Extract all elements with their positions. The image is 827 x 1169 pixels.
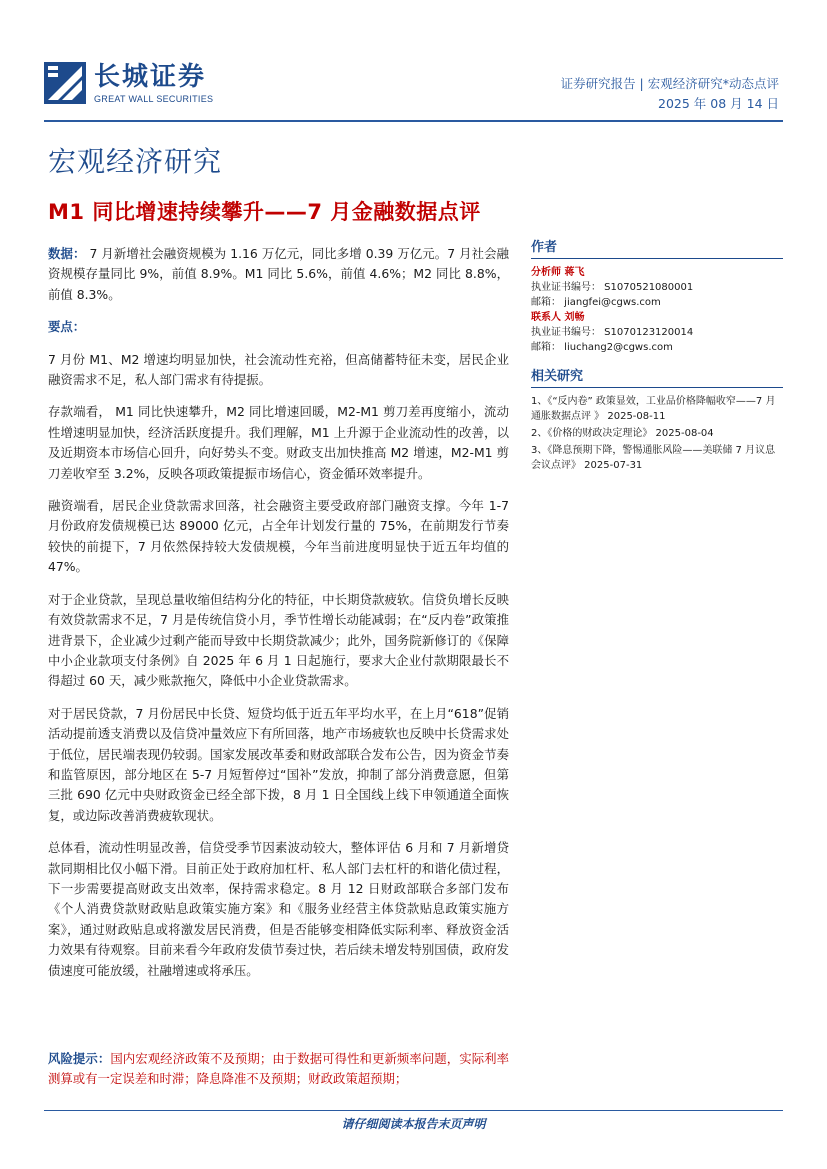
risk-warning bbox=[48, 1049, 509, 1090]
body-paragraph: 对于居民贷款，7 月份居民中长贷、短贷均低于近五年平均水平，在上月“618”促销活动提前透支消费以及信贷冲量效应下有所回落，地产市场疲软也反映中长贷需求处于低位，居民端表现仍较弱。国家发展改革委和财政部联合发布公告，因为资金节奏和监管原因，部分地区在 5-7 月短暂停过“国补”发放，抑制了部分消费意愿，但第三批 690 亿元中央财政资金已经全部下拨，8 月 1 日全国线上线下申领通道全面恢复，或边际改善消费疲软现状。 bbox=[48, 705, 509, 823]
author-email[interactable]: 邮箱： liuchang2@cgws.com bbox=[531, 342, 673, 353]
report-date: 2025 年 08 月 14 日 bbox=[658, 96, 779, 111]
section-title: 宏观经济研究 bbox=[48, 145, 223, 178]
author-block bbox=[531, 265, 783, 310]
key-points-heading: 要点： bbox=[48, 319, 86, 335]
body-paragraph: 总体看，流动性明显改善，信贷受季节因素波动较大，整体评估 6 月和 7 月新增贷款同期相比仅小幅下滑。目前正处于政府加杠杆、私人部门去杠杆的和谐化债过程，下一步需要提高财政支出效率，保持需求稳定。8 月 12 日财政部联合多部门发布《个人消费贷款财政贴息政策实施方案》和《服务业经营主体贷款贴息政策实施方案》，通过财政贴息或将激发居民消费，但是否能够变相降低实际利率、释放资金活力效果有待观察。目前来看今年政府发债节奏过快，若后续未增发特别国债，政府发债速度可能放缓，社融增速或将承压。 bbox=[48, 840, 509, 978]
report-title: M1 同比增速持续攀升——7 月金融数据点评 bbox=[48, 200, 481, 224]
footer-disclaimer: 请仔细阅读本报告末页声明 bbox=[44, 1110, 783, 1132]
logo-chinese-name: 长城证券 bbox=[94, 62, 207, 92]
body-paragraph: 存款端看， M1 同比快速攀升，M2 同比增速回暖，M2-M1 剪刀差再度缩小，流动性增速明显加快，经济活跃度提升。我们理解，M1 上升源于企业流动性的改善，以及近期资本市场信心回升，向好势头不变。财政支出加快推高 M2 增速，M2-M1 剪刀差收窄至 3.2%，反映各项政策提振市场信心，资金循环效率提升。 bbox=[48, 404, 509, 481]
related-research-heading: 相关研究 bbox=[531, 369, 783, 388]
body-paragraph: 7 月份 M1、M2 增速均明显加快，社会流动性充裕，但高储蓄特征未变，居民企业融资需求不足，私人部门需求有待提振。 bbox=[48, 351, 509, 388]
body-paragraph: 融资端看，居民企业贷款需求回落，社会融资主要受政府部门融资支撑。今年 1-7 月份政府发债规模已达 89000 亿元，占全年计划发行量的 75%，在前期发行节奏较快的前提下，7 月依然保持较大发债规模，今年当前进度明显快于近五年均值的 47%。 bbox=[48, 498, 509, 575]
author-cert: 执业证书编号： S1070521080001 bbox=[531, 282, 694, 293]
related-research-item[interactable]: 1、《“反内卷” 政策显效，工业品价格降幅收窄——7 月通胀数据点评 》 2025-08-11 bbox=[531, 396, 776, 422]
author-name: 分析师 蒋飞 bbox=[531, 267, 585, 278]
body-paragraph: 对于企业贷款，呈现总量收缩但结构分化的特征，中长期贷款疲软。信贷负增长反映有效贷款需求不足，7 月是传统信贷小月，季节性增长动能减弱；在“反内卷”政策推进背景下，企业减少过剩产能而导致中长期贷款减少；此外，国务院新修订的《保障中小企业款项支付条例》自 2025 年 6 月 1 日起施行，要求大企业付款期限最长不得超过 60 天，减少账款拖欠，降低中小企业贷款需求。 bbox=[48, 591, 509, 689]
data-text: 7 月新增社会融资规模为 1.16 万亿元，同比多增 0.39 万亿元。7 月社会融资规模存量同比 9%，前值 8.9%。M1 同比 5.6%，前值 4.6%；M2 同比 8.8%，前值 8.3%。 bbox=[48, 246, 509, 302]
risk-text: 国内宏观经济政策不及预期；由于数据可得性和更新频率问题，实际利率测算或有一定误差和时滞；降息降准不及预期；财政政策超预期； bbox=[48, 1051, 510, 1087]
author-cert: 执业证书编号： S1070123120014 bbox=[531, 327, 694, 338]
author-name: 联系人 刘畅 bbox=[531, 312, 585, 323]
great-wall-logo-icon bbox=[44, 62, 86, 104]
related-research-item[interactable]: 3、《降息预期下降，警惕通胀风险——美联储 7 月议息会议点评》 2025-07-31 bbox=[531, 445, 776, 471]
logo-english-name: GREAT WALL SECURITIES bbox=[94, 94, 214, 104]
authors-heading: 作者 bbox=[531, 240, 783, 259]
sidebar bbox=[531, 240, 783, 475]
risk-label: 风险提示： bbox=[48, 1051, 111, 1066]
data-paragraph bbox=[48, 244, 509, 305]
related-research-item[interactable]: 2、《价格的财政决定理论》 2025-08-04 bbox=[531, 428, 714, 439]
company-logo bbox=[44, 62, 224, 108]
report-meta bbox=[561, 74, 779, 114]
header-divider bbox=[44, 120, 783, 122]
author-email[interactable]: 邮箱： jiangfei@cgws.com bbox=[531, 297, 661, 308]
author-block bbox=[531, 310, 783, 355]
main-column bbox=[48, 244, 509, 993]
report-type: 证券研究报告 | 宏观经济研究*动态点评 bbox=[560, 76, 779, 91]
data-label: 数据： bbox=[48, 246, 86, 261]
